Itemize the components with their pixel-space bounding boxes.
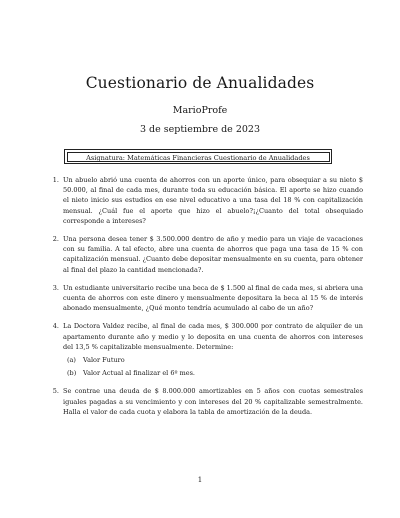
- sub-question-text: Valor Actual al finalizar el 6º mes.: [83, 369, 196, 378]
- question-item: [61, 283, 363, 314]
- question-item: [61, 386, 363, 417]
- question-item: [61, 234, 363, 275]
- sub-question-label: (a): [67, 356, 76, 365]
- question-text: Un estudiante universitario recibe una beca de $ 1.500 al final de cada mes, si abriera una cuenta de ahorros con este dinero y mensualmente depositara la beca al 15 % de interés abonado mensualmente, ¿Qué monto tendría acumulado al cabo de un año?: [63, 283, 363, 313]
- sub-question-item: [67, 355, 363, 365]
- question-item: [61, 321, 363, 378]
- document-date: 3 de septiembre de 2023: [139, 124, 261, 135]
- document-author: MarioProfe: [172, 105, 228, 116]
- sub-question-item: [67, 368, 363, 378]
- document-title: Cuestionario de Anualidades: [85, 74, 315, 92]
- sub-question-text: Valor Futuro: [83, 356, 125, 365]
- question-text: Un abuelo abrió una cuenta de ahorros con un aporte único, para obsequiar a su nieto $ 50.000, al final de cada mes, durante toda su educación básica. El aporte se hizo cuando el nieto inicio sus estudios en ese nivel educativo a una tasa del 18 % con capitalización mensual. ¿Cuál fue el aporte que hizo el abuelo?¡¿Cuanto del total obsequiado corresponde a intereses?: [63, 176, 363, 225]
- question-text: Se contrae una deuda de $ 8.000.000 amortizables en 5 años con cuotas semestrales iguales pagadas a su vencimiento y con intereses del 20 % capitalizable semestralmente. Halla el valor de cada cuota y elabora la tabla de amortización de la deuda.: [63, 387, 363, 416]
- question-text: Una persona desea tener $ 3.500.000 dentro de año y medio para un viaje de vacaciones con su familia. A tal efecto, abre una cuenta de ahorros que paga una tasa de 15 % con capitalización mensual. ¿Cuanto debe depositar mensualmente en su cuenta, para obtener al final del plazo la cantidad mencionada?.: [63, 235, 363, 274]
- page-number: 1: [197, 476, 203, 484]
- subject-box: [64, 149, 332, 164]
- subject-label: Asignatura: Matemáticas Financieras Cuestionario de Anualidades: [67, 152, 330, 162]
- question-list: [40, 175, 363, 425]
- question-text: La Doctora Valdez recibe, al final de cada mes, $ 300.000 por contrato de alquiler de un apartamento durante año y medio y lo deposita en una cuenta de ahorros con intereses del 13,5 % capitalizable mensualmente. Determine:: [63, 322, 363, 351]
- question-item: [61, 175, 363, 226]
- sub-question-list: [63, 355, 363, 378]
- sub-question-label: (b): [67, 369, 77, 378]
